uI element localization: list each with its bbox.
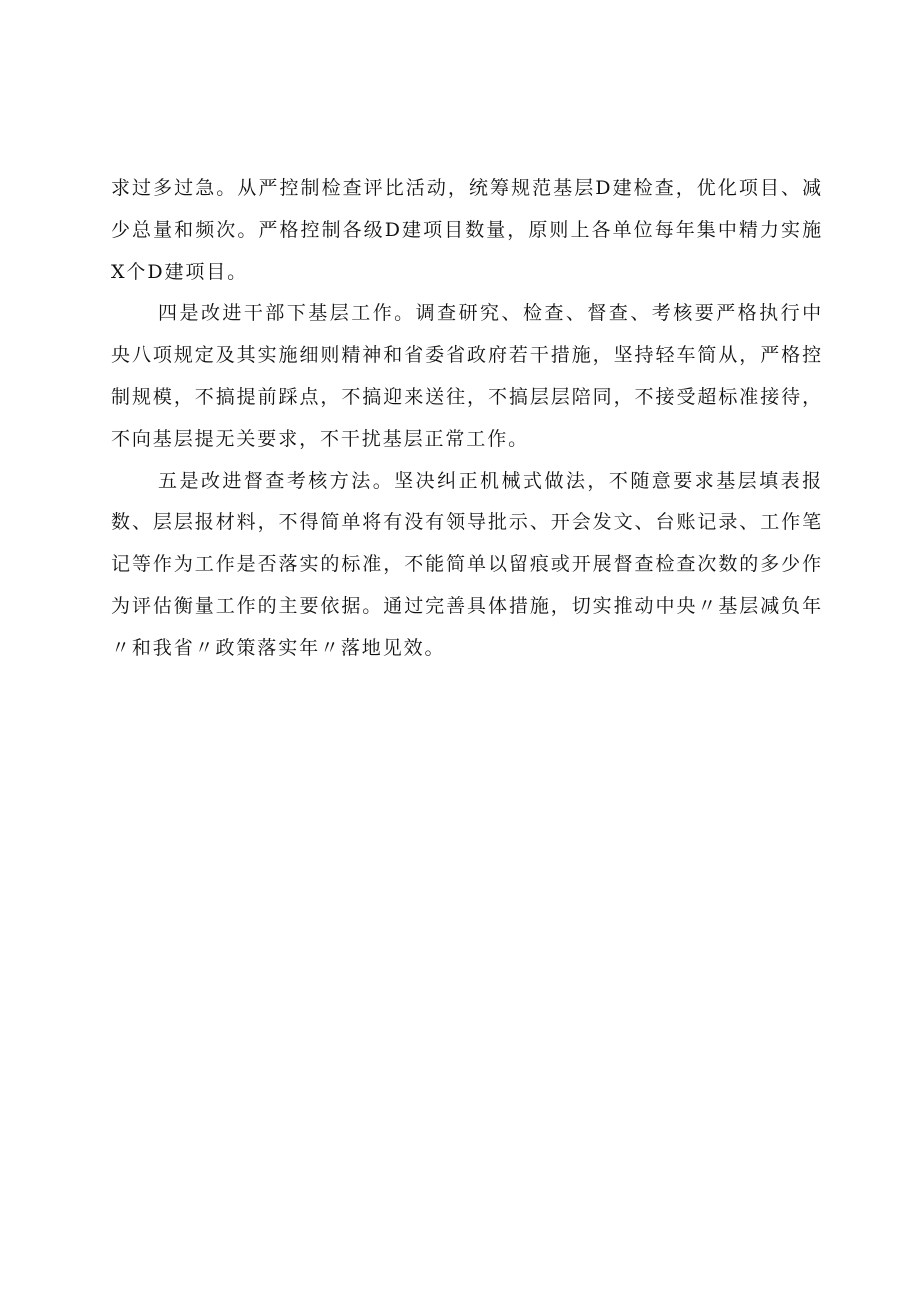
document-body	[111, 168, 823, 670]
paragraph-point-five: 五是改进督查考核方法。坚决纠正机械式做法，不随意要求基层填表报数、层层报材料，不得简单将有没有领导批示、开会发文、台账记录、工作笔记等作为工作是否落实的标准，不能简单以留痕或开展督查检查次数的多少作为评估衡量工作的主要依据。通过完善具体措施，切实推动中央〃基层减负年〃和我省〃政策落实年〃落地见效。	[111, 469, 823, 659]
paragraph-point-four: 四是改进干部下基层工作。调查研究、检查、督查、考核要严格执行中央八项规定及其实施细则精神和省委省政府若干措施，坚持轻车简从，严格控制规模，不搞提前踩点，不搞迎来送往，不搞层层陪同，不接受超标准接待，不向基层提无关要求，不干扰基层正常工作。	[111, 302, 823, 450]
paragraph-continuation: 求过多过急。从严控制检查评比活动，统筹规范基层D建检查，优化项目、减少总量和频次。严格控制各级D建项目数量，原则上各单位每年集中精力实施X个D建项目。	[111, 177, 823, 283]
